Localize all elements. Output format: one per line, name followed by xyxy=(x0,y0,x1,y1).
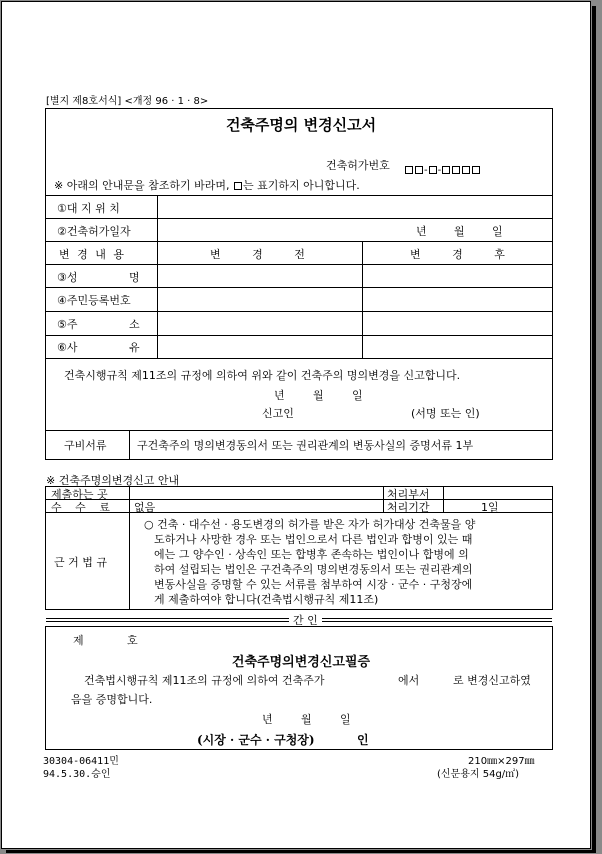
rrn-after-field[interactable] xyxy=(364,288,551,310)
required-docs-value: 구건축주의 명의변경동의서 또는 권리관계의 변동사실의 증명서류 1부 xyxy=(137,439,474,452)
before-change-header: 변 경 전 xyxy=(210,248,305,261)
permit-date-year: 년 xyxy=(416,225,427,238)
receipt-line2: 음을 증명합니다. xyxy=(71,693,153,706)
paper-size: 210㎜×297㎜ xyxy=(468,756,535,767)
address-after-field[interactable] xyxy=(364,312,551,334)
period-label: 처리기간 xyxy=(387,501,430,514)
receipt-line1-end: 로 변경신고하였 xyxy=(453,674,531,687)
name-label: ③성 명 xyxy=(57,271,140,284)
receipt-title: 건축주명의변경신고필증 xyxy=(231,655,371,670)
reason-before-field[interactable] xyxy=(159,336,361,357)
required-docs-label: 구비서류 xyxy=(64,439,107,452)
checkbox-icon xyxy=(234,182,242,190)
receipt-seal: 인 xyxy=(357,733,369,747)
permit-number-label: 건축허가번호 xyxy=(326,159,390,172)
receipt-month: 월 xyxy=(301,713,312,726)
permit-number-boxes[interactable]: - - xyxy=(404,158,481,177)
period-value: 1일 xyxy=(481,501,499,514)
address-label: ⑤주 소 xyxy=(57,318,140,331)
name-before-field[interactable] xyxy=(159,265,361,286)
permit-date-day: 일 xyxy=(492,225,503,238)
receipt-line1-mid: 에서 xyxy=(398,674,420,687)
receipt-no-label: 제 xyxy=(73,634,84,647)
rrn-label: ④주민등록번호 xyxy=(57,294,131,307)
address-before-field[interactable] xyxy=(159,312,361,334)
legal-basis-text: ○ 건축 · 대수선 · 용도변경의 허가를 받은 자가 허가대상 건축물을 양 도하거나 사망한 경우 또는 법인으로서 다른 법인과 합병이 있는 때 에는 그 양수인 · 상속인 또는 합병후 존속하는 법인이나 합병에 의 하여 설립되는 법인은 구건축주의 명의변경동의서 또는 권리관계의 변동사실을 증명할 수 있는 서류를 첨부하여 시장 · 군수 · 구청장에 게 제출하여야 합니다(건축법시행규칙 제11조) xyxy=(144,518,476,606)
form-reference: [별지 제8호서식] <개정 96 · 1 · 8> xyxy=(46,96,209,107)
guide-title: ※ 건축주명의변경신고 안내 xyxy=(46,474,180,487)
fee-value: 없음 xyxy=(134,501,156,514)
signature-label: (서명 또는 인) xyxy=(411,407,480,420)
legal-basis-label: 근 거 법 규 xyxy=(54,556,107,569)
applicant-label: 신고인 xyxy=(262,407,294,420)
form-code: 30304-06411민 xyxy=(43,756,119,767)
fee-label: 수 수 료 xyxy=(51,501,110,514)
declaration-month: 월 xyxy=(313,389,324,402)
submit-to-label: 제출하는 곳 xyxy=(51,488,108,501)
rrn-before-field[interactable] xyxy=(159,288,361,310)
change-item-header: 변 경 내 용 xyxy=(59,248,124,261)
notice-text: ※ 아래의 안내문을 참조하기 바라며, 는 표기하지 아니합니다. xyxy=(54,179,360,192)
page-shadow-bottom xyxy=(6,850,596,853)
receipt-no-suffix: 호 xyxy=(127,634,138,647)
reason-label: ⑥사 유 xyxy=(57,341,140,354)
receipt-year: 년 xyxy=(262,713,273,726)
reason-after-field[interactable] xyxy=(364,336,551,357)
receipt-line1: 건축법시행규칙 제11조의 규정에 의하여 건축주가 xyxy=(84,674,325,687)
after-change-header: 변 경 후 xyxy=(410,248,505,261)
approval-date: 94.5.30.승인 xyxy=(43,769,111,780)
paper-type: (신문용지 54g/㎡) xyxy=(437,769,520,780)
receipt-day: 일 xyxy=(340,713,351,726)
name-after-field[interactable] xyxy=(364,265,551,286)
declaration-year: 년 xyxy=(274,389,285,402)
declaration-text: 건축시행규칙 제11조의 규정에 의하여 위와 같이 건축주의 명의변경을 신고합니다. xyxy=(64,369,461,382)
department-label: 처리부서 xyxy=(387,488,430,501)
form-title: 건축주명의 변경신고서 xyxy=(225,116,377,134)
cut-label: 간 인 xyxy=(289,612,322,628)
declaration-day: 일 xyxy=(352,389,363,402)
permit-date-month: 월 xyxy=(454,225,465,238)
permit-date-label: ②건축허가일자 xyxy=(57,225,131,238)
site-location-field[interactable] xyxy=(159,196,551,217)
receipt-authority: (시장 · 군수 · 구청장) xyxy=(197,733,315,747)
site-location-label: ①대 지 위 치 xyxy=(57,202,120,215)
